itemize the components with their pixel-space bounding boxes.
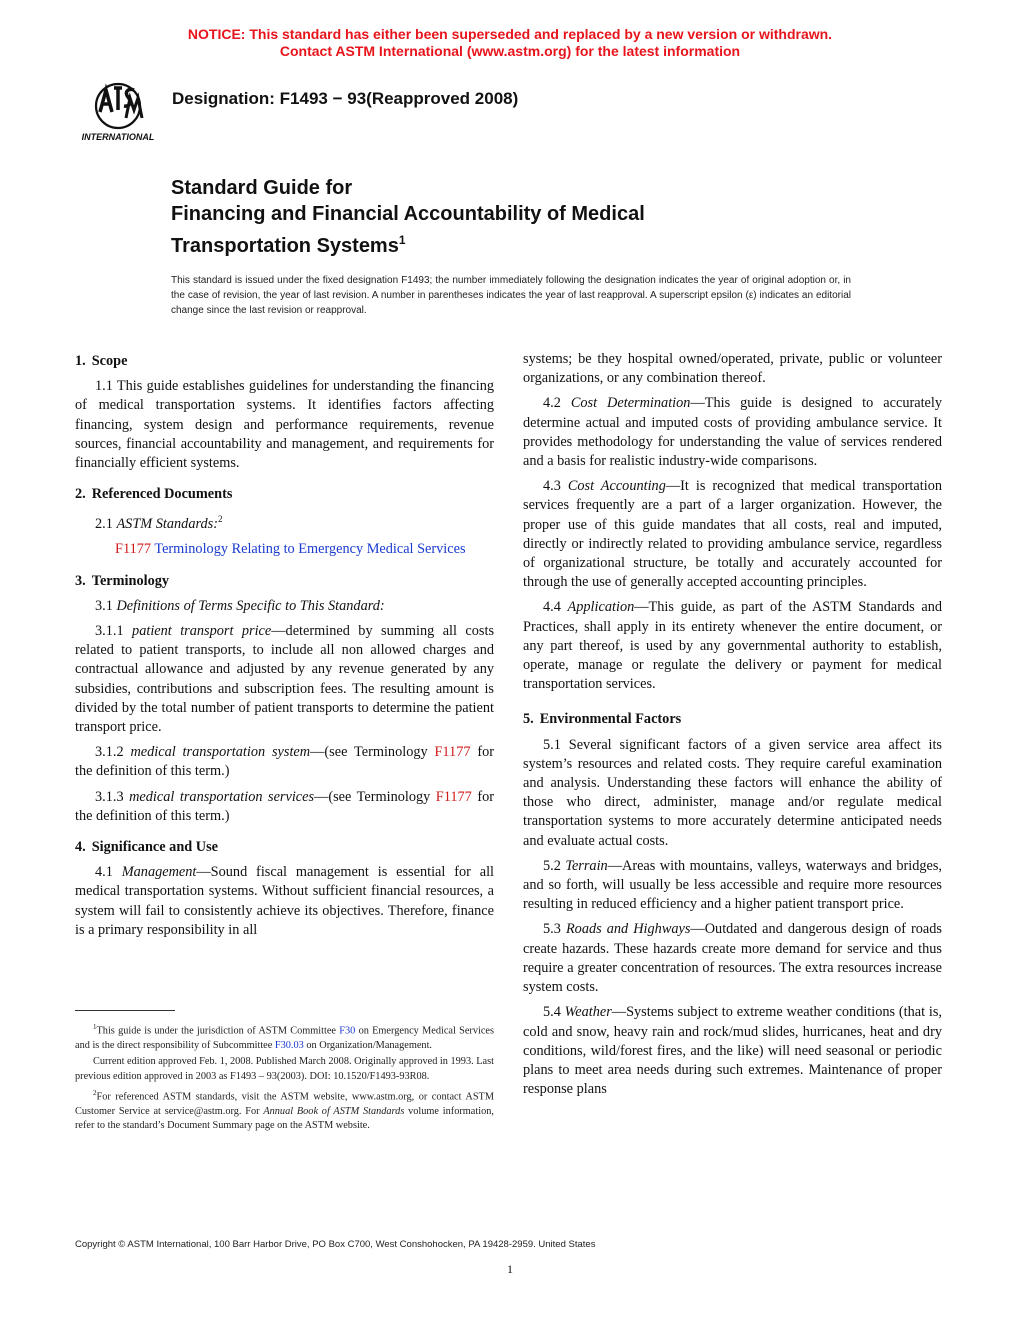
- left-column: [75, 350, 494, 946]
- right-column: [523, 350, 942, 1105]
- committee-link[interactable]: F30: [339, 1025, 356, 1037]
- section-1-heading: 1. Scope: [75, 353, 128, 369]
- notice-line-2: Contact ASTM International (www.astm.org) for the latest information: [279, 43, 741, 59]
- section-4-heading: 4. Significance and Use: [75, 839, 219, 856]
- para-5-1: 5.1 Several significant factors of a given service area affect its system’s resources and related costs. They require careful examination and analysis. Understanding these factors will enhance the ability of those who direct, administer, manage and/or regulate medical transportation systems to more accurately determine anticipated needs and evaluate actual costs.: [523, 736, 942, 849]
- reference-f1177[interactable]: [75, 540, 494, 559]
- title-line-1: Standard Guide for: [171, 177, 353, 199]
- para-3-1: 3.1 Definitions of Terms Specific to This Standard:: [95, 597, 385, 614]
- title-line-3: Transportation Systems$^1$: [171, 233, 406, 257]
- section-5-heading: 5. Environmental Factors: [523, 711, 682, 728]
- copyright-line: Copyright © ASTM International, 100 Barr Harbor Drive, PO Box C700, West Conshohocken, PA 19428-2959. United States: [75, 1239, 596, 1250]
- para-5-4: 5.4 Weather—Systems subject to extreme weather conditions (that is, cold and snow, heavy rain and rock/mud slides, hurricanes, heat and dry conditions, wild/forest fires, and the like) will need seasonal or periodic plans to meet area needs during such extremes. Maintenance of proper response plans: [523, 1004, 942, 1098]
- terminology-link[interactable]: F1177: [434, 744, 471, 761]
- footnotes: [75, 1020, 494, 1136]
- para-4-4: 4.4 Application—This guide, as part of the ASTM Standards and Practices, shall apply in its entirety whenever the entire document, or any part thereof, is used by any governmental authority to establish, operate, manage or regulate the delivery or payment for medical transportation services.: [523, 599, 942, 693]
- subcommittee-link[interactable]: F30.03: [274, 1039, 304, 1051]
- logo-org-label: INTERNATIONAL: [81, 132, 155, 142]
- section-3-heading: 3. Terminology: [75, 572, 170, 589]
- notice-line-1: NOTICE: This standard has either been superseded and replaced by a new version or withdrawn.: [187, 26, 833, 42]
- supersession-notice: [0, 26, 1020, 60]
- reference-title-link[interactable]: Terminology Relating to Emergency Medical Services: [154, 541, 466, 558]
- document-title: [171, 175, 871, 259]
- para-5-2: 5.2 Terrain—Areas with mountains, valleys, waterways and bridges, and so forth, will usually be less accessible and require more resources resulting in reduced efficiency and a higher patient transport price.: [523, 857, 942, 913]
- para-3-1-2: 3.1.2 medical transportation system—(see Terminology F1177 for the definition of this term.): [75, 744, 495, 780]
- page-number: 1: [507, 1262, 513, 1276]
- footnote-edition: Current edition approved Feb. 1, 2008. Published March 2008. Originally approved in 1993. Last previous edition approved in 2003 as F1493 – 93(2003). DOI: 10.1520/F1493-93R08.: [75, 1056, 494, 1082]
- para-4-1: 4.1 Management—Sound fiscal management is essential for all medical transportation systems. Without sufficient financial resources, a system will fail to consistently achieve its objectives. Therefore, finance is a primary responsibility in all: [75, 864, 495, 938]
- astm-logo-icon: [76, 76, 160, 144]
- para-4-2: 4.2 Cost Determination—This guide is designed to accurately determine actual and imputed costs of providing ambulance service. It provides methodology for understanding the value of services rendered and a basis for realistic industry-wide comparisons.: [523, 395, 943, 470]
- section-2-heading: 2. Referenced Documents: [75, 486, 233, 503]
- para-4-1-continued: systems; be they hospital owned/operated, private, public or volunteer organizations, or any combination thereof.: [523, 351, 942, 387]
- para-5-3: 5.3 Roads and Highways—Outdated and dangerous design of roads create hazards. These hazards create more demand for service and thus require a greater concentration of resources. The extra resources increase system costs.: [523, 921, 942, 996]
- title-line-2: Financing and Financial Accountability of Medical: [171, 203, 645, 225]
- footnote-2: $^2$For referenced ASTM standards, visit the ASTM website, www.astm.org, or contact ASTM Customer Service at service@astm.org. For Annual Book of ASTM Standards volume information, refer to the standard’s Document Summary page on the ASTM website.: [75, 1089, 494, 1132]
- reference-code-link[interactable]: F1177: [115, 541, 152, 558]
- para-1-1: 1.1 This guide establishes guidelines for understanding the financing of medical transportation systems. It identifies factors affecting financing, system design and performance requirements, revenue sources, financial accountability and management, and requirements for financially efficient systems.: [75, 378, 494, 472]
- para-3-1-1: 3.1.1 patient transport price—determined by summing all costs related to patient transports, to include all non allowed charges and contractual allowance and adjusted by any revenue generated by any subsidies, contributions and subscription fees. The resulting amount is divided by the total number of patient transports to determine the patient transport price.: [75, 623, 495, 736]
- footnote-rule: [75, 1010, 175, 1011]
- para-3-1-3: 3.1.3 medical transportation services—(see Terminology F1177 for the definition of this term.): [75, 788, 494, 824]
- terminology-link[interactable]: F1177: [435, 788, 472, 805]
- title-footnote-mark: 1: [398, 233, 406, 247]
- footnote-1: $^1$This guide is under the jurisdiction of ASTM Committee F30 on Emergency Medical Services and is the direct responsibility of Subcommittee F30.03 on Organization/Management.: [75, 1023, 494, 1051]
- para-2-1: 2.1 ASTM Standards:$^2$: [95, 514, 223, 533]
- designation: Designation: F1493 − 93(Reapproved 2008): [172, 89, 519, 108]
- issuance-note: This standard is issued under the fixed designation F1493; the number immediately following the designation indicates the year of original adoption or, in the case of revision, the year of last revision. A number in parentheses indicates the year of last reapproval. A superscript epsilon (ε) indicates an editorial change since the last revision or reapproval.: [171, 275, 851, 316]
- para-4-3: 4.3 Cost Accounting—It is recognized that medical transportation services frequently are a part of a larger organization. However, the proper use of this guide mandates that all costs, real and imputed, directly or indirectly related to providing ambulance service, regardless of organizational structure, be totally and accurately accounted for through the use of generally accepted accounting principles.: [523, 478, 942, 591]
